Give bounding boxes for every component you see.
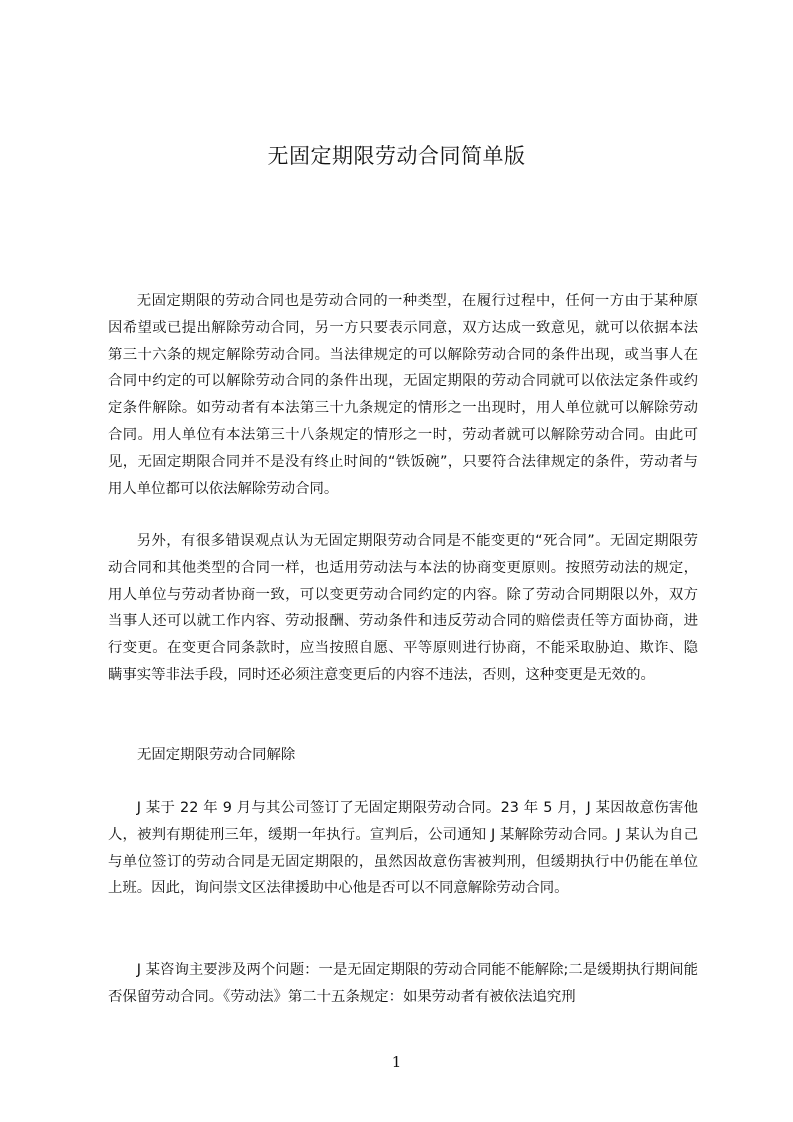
section-heading: 无固定期限劳动合同解除	[137, 747, 296, 763]
case-paragraph: J 某于 22 年 9 月与其公司签订了无固定期限劳动合同。23 年 5 月，J 某因故意伤害他人，被判有期徒刑三年，缓期一年执行。宣判后，公司通知 J 某解除劳动合同。J 某认为自己与单位签订的劳动合同是无固定期限的，虽然因故意伤害被判刑，但缓期执行中仍能在单位上班。因此，询问崇文区法律援助中心他是否可以不同意解除劳动合同。	[108, 800, 698, 897]
case-paragraph: J 某咨询主要涉及两个问题：一是无固定期限的劳动合同能不能解除;二是缓期执行期间能否保留劳动合同。《劳动法》第二十五条规定：如果劳动者有被依法追究刑	[108, 962, 698, 1005]
body-paragraph: 无固定期限的劳动合同也是劳动合同的一种类型，在履行过程中，任何一方由于某种原因希望或已提出解除劳动合同，另一方只要表示同意，双方达成一致意见，就可以依据本法第三十六条的规定解除劳动合同。当法律规定的可以解除劳动合同的条件出现，或当事人在合同中约定的可以解除劳动合同的条件出现，无固定期限的劳动合同就可以依法定条件或约定条件解除。如劳动者有本法第三十九条规定的情形之一出现时，用人单位就可以解除劳动合同。用人单位有本法第三十八条规定的情形之一时，劳动者就可以解除劳动合同。由此可见，无固定期限合同并不是没有终止时间的“铁饭碗”，只要符合法律规定的条件，劳动者与用人单位都可以依法解除劳动合同。	[108, 293, 698, 497]
document-title: 无固定期限劳动合同简单版	[267, 144, 526, 168]
body-paragraph: 另外，有很多错误观点认为无固定期限劳动合同是不能变更的“死合同”。无固定期限劳动合同和其他类型的合同一样，也适用劳动法与本法的协商变更原则。按照劳动法的规定，用人单位与劳动者协商一致，可以变更劳动合同约定的内容。除了劳动合同期限以外，双方当事人还可以就工作内容、劳动报酬、劳动条件和违反劳动合同的赔偿责任等方面协商，进行变更。在变更合同条款时，应当按照自愿、平等原则进行协商，不能采取胁迫、欺诈、隐瞒事实等非法手段，同时还必须注意变更后的内容不违法，否则，这种变更是无效的。	[108, 533, 698, 683]
page-number: 1	[391, 1053, 402, 1071]
